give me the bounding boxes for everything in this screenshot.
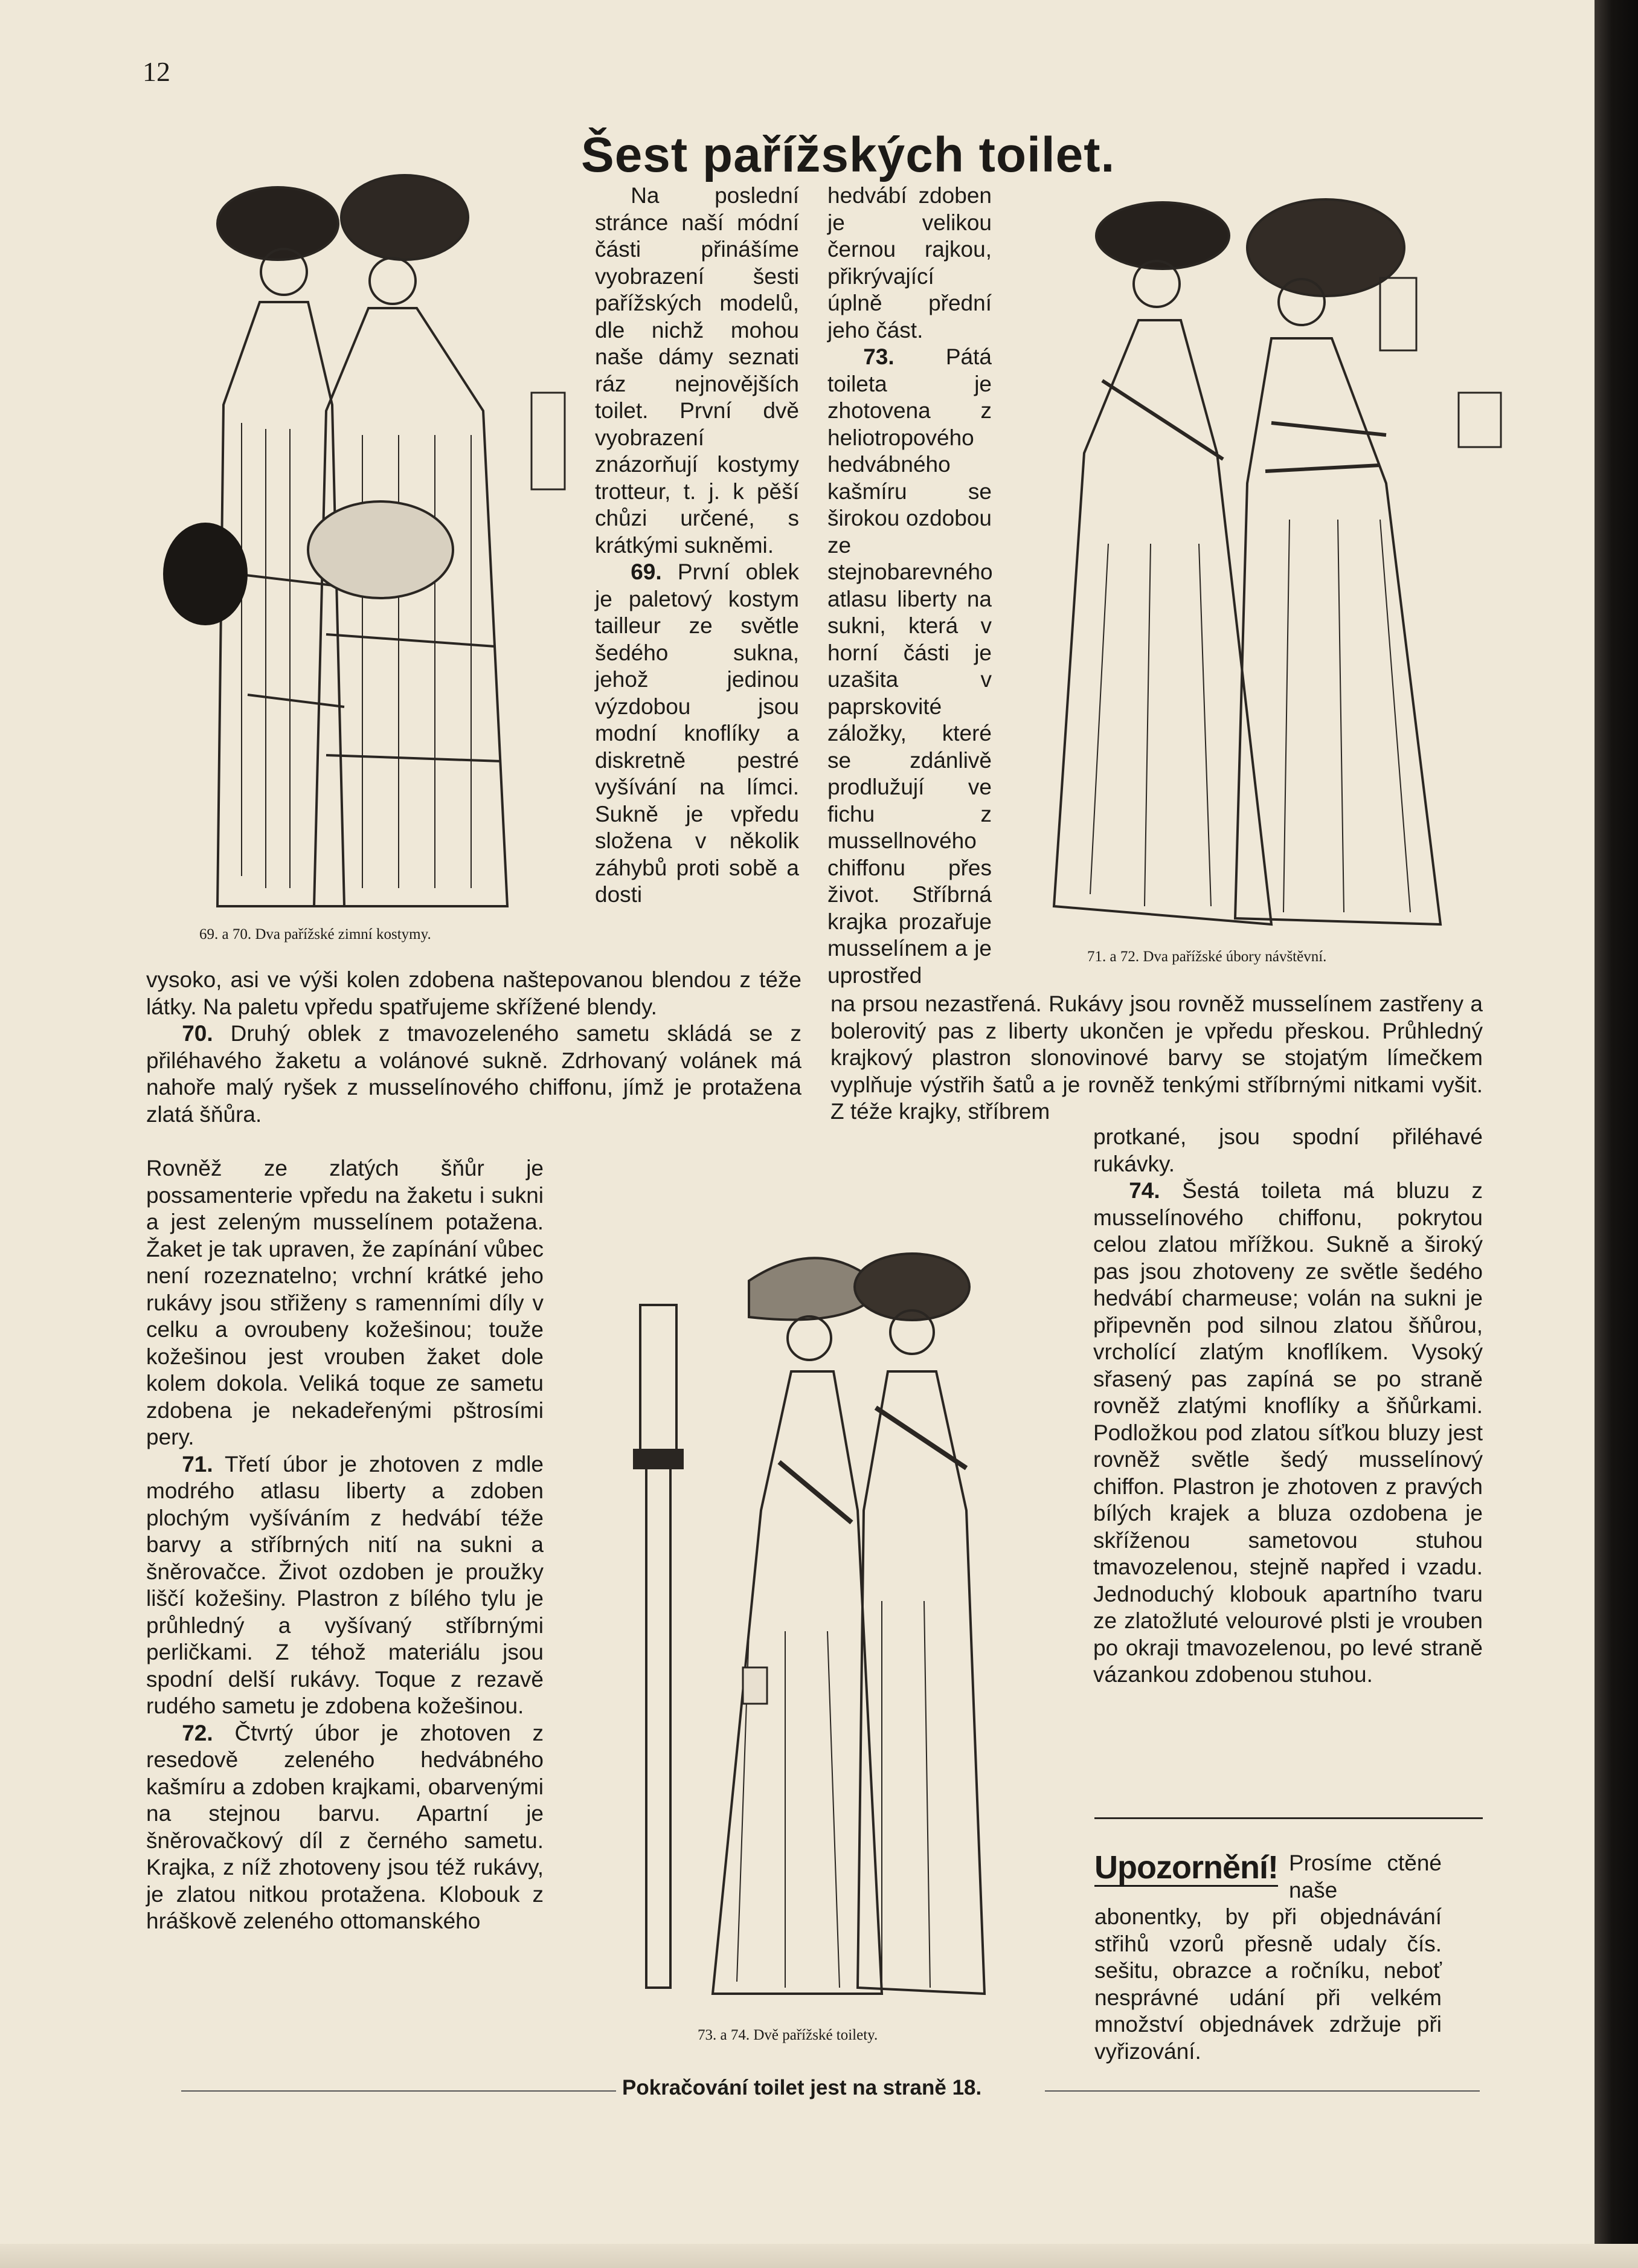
page-bottom-edge (0, 2244, 1638, 2268)
continuation-rule-right (1045, 2090, 1480, 2092)
paragraph-73-text: Pátá toileta je zhotovena z heliotropového hedvábného kašmíru se širokou ozdobou ze stejnobarevného atlasu liberty na sukni, která v horní části je uzašita v paprskovité záložky, které se zdánlivě prodlužují ve fichu z mussellnového chiffonu přes život. Stříbrná krajka prozařuje musselínem a je uprostřed (827, 344, 993, 988)
paragraph-72-text: Čtvrtý úbor je zhotoven z resedově zeleného hedvábného kašmíru a zdoben krajkami, obarvenými na stejnou barvu. Apartní je šněrovačkový díl z černého sametu. Krajka, z níž zhotoveny jsou též rukávy, je zlatou nitkou protažena. Klobouk z hráškově zeleného ottomanského (146, 1720, 544, 1933)
caption-figures-71-72: 71. a 72. Dva pařížské úbory návštěvní. (1087, 949, 1327, 965)
paragraph-73 (827, 344, 992, 989)
paragraph-number-70: 70. (182, 1021, 213, 1046)
continuation-note: Pokračování toilet jest na straně 18. (622, 2076, 982, 2099)
text-right-narrow (1093, 1124, 1483, 1689)
notice-top-rule (1094, 1817, 1483, 1819)
illustration-figures-71-72 (1018, 181, 1513, 936)
page-number: 12 (143, 56, 170, 87)
illustration-figures-69-70 (145, 151, 568, 936)
notice-heading: Upozornění! (1094, 1849, 1278, 1886)
paragraph-72 (146, 1720, 544, 1935)
paragraph-70 (146, 1020, 801, 1128)
paragraph-number-69: 69. (631, 559, 662, 584)
continuation-rule-left (181, 2090, 616, 2092)
illustration-figures-73-74 (628, 1208, 991, 2024)
paragraph-71-text: Třetí úbor je zhotoven z mdle modrého atlasu liberty a zdoben plochým vyšíváním z hedvábí téže barvy a stříbrných nití na sukni a šněrovačce. Život ozdoben je proužky liščí kožešiny. Plastron z bílého tylu je průhledný a vyšívaný stříbrnými perličkami. Z téhož materiálu jsou spodní delší rukávy. Toque z rezavě rudého sametu je zdobena kožešinou. (146, 1451, 544, 1718)
text-left-narrow (146, 1155, 544, 1935)
page-title: Šest pařížských toilet. (581, 127, 1116, 182)
caption-figures-73-74: 73. a 74. Dvě pařížské toilety. (698, 2027, 878, 2043)
paragraph-72-continued: hedvábí zdoben je velikou černou rajkou, přikrývající úplně přední jeho část. (827, 183, 992, 343)
caption-figures-69-70: 69. a 70. Dva pařížské zimní kostymy. (199, 926, 431, 942)
paragraph-74 (1093, 1177, 1483, 1689)
paragraph-70-text: Druhý oblek z tmavozeleného sametu skládá se z přiléhavého žaketu a volánové sukně. Zdrhovaný volánek má nahoře malý ryšek z musselínového chiffonu, jímž je protažena zlatá šňůra. (146, 1021, 802, 1127)
paragraph-73-continued: na prsou nezastřená. Rukávy jsou rovněž musselínem zastřeny a bolerovitý pas z liberty ukončen je vpředu přeskou. Průhledný krajkový plastron slonovinové barvy se stojatým límečkem vyplňuje výstřih šatů a je rovněž tenkými stříbrnými nitkami vyšit. Z téže krajky, stříbrem (830, 991, 1483, 1124)
paragraph-69-continued: vysoko, asi ve výši kolen zdobena naštepovanou blendou z téže látky. Na paletu vpředu spatřujeme skřížené blendy. (146, 967, 801, 1019)
text-column-b (827, 182, 992, 989)
paragraph-number-71: 71. (182, 1451, 213, 1477)
paragraph-number-74: 74. (1129, 1178, 1160, 1203)
paragraph-73-end: protkané, jsou spodní přiléhavé rukávky. (1093, 1124, 1483, 1176)
text-column-a (595, 182, 799, 909)
paragraph-69 (595, 559, 799, 909)
paragraph-70-continued: Rovněž ze zlatých šňůr je possamenterie vpředu na žaketu i sukni a jest zeleným musselínem potažena. Žaket je tak upraven, že zapínání vůbec není rozeznatelno; vrchní krátké jeho rukávy jsou střiženy s ramenními díly v celku a ovroubeny kožešinou; touže kožešinou jest vrouben žaket dole kolem dokola. Veliká toque ze sametu zdobena je nekadeřenými pštrosími pery. (146, 1156, 544, 1449)
paragraph-69-text: První oblek je paletový kostym tailleur ze světle šedého sukna, jehož jedinou výzdobou jsou modní knoflíky a diskretně pestré vyšívání na límci. Sukně je vpředu složena v několik záhybů proti sobě a dosti (595, 559, 799, 907)
paragraph-number-72: 72. (182, 1720, 213, 1745)
paragraph-74-text: Šestá toileta má bluzu z musselínového chiffonu, pokrytou celou zlatou mřížkou. Sukně a široký pas jsou zhotoveny ze světle šedého hedvábí charmeuse; volán na sukni je připevněn pod silnou zlatou šňůrou, vrcholící zlatým knoflíkem. Vysoký sřasený pas zapíná se po straně rovněž zlatými knoflíky a šňůrkami. Podložkou pod zlatou síťkou bluzy jest rovněž světle šedý musselínový chiffon. Plastron je zhotoven z pravých bílých krajek a bluza ozdobena je skříženou sametovou stuhou tmavozelenou, stejně napřed i vzadu. Jednoduchý klobouk apartního tvaru ze zlatožluté velourové plsti je vrouben po okraji tmavozelenou, po levé straně vázankou zdobenou stuhou. (1093, 1178, 1483, 1687)
paragraph-number-73: 73. (863, 344, 894, 369)
paragraph-71 (146, 1451, 544, 1720)
text-right-wide (830, 991, 1483, 1126)
notice-box (1094, 1850, 1442, 2065)
text-left-wide (146, 967, 801, 1128)
notice-body: Prosíme ctěné naše abonentky, by při objednávání střihů vzorů přesně udaly čís. sešitu, obrazce a ročníku, neboť nesprávné udání při velkém množství objednávek zdržuje při vyřizování. (1094, 1851, 1442, 2064)
page-binding-edge (1595, 0, 1638, 2268)
paragraph-intro: Na poslední stránce naší módní části přinášíme vyobrazení šesti pařížských modelů, dle nichž mohou naše dámy seznati ráz nejnovějších toilet. První dvě vyobrazení znázorňují kostymy trotteur, t. j. k pěší chůzi určené, s krátkými sukněmi. (595, 183, 799, 558)
